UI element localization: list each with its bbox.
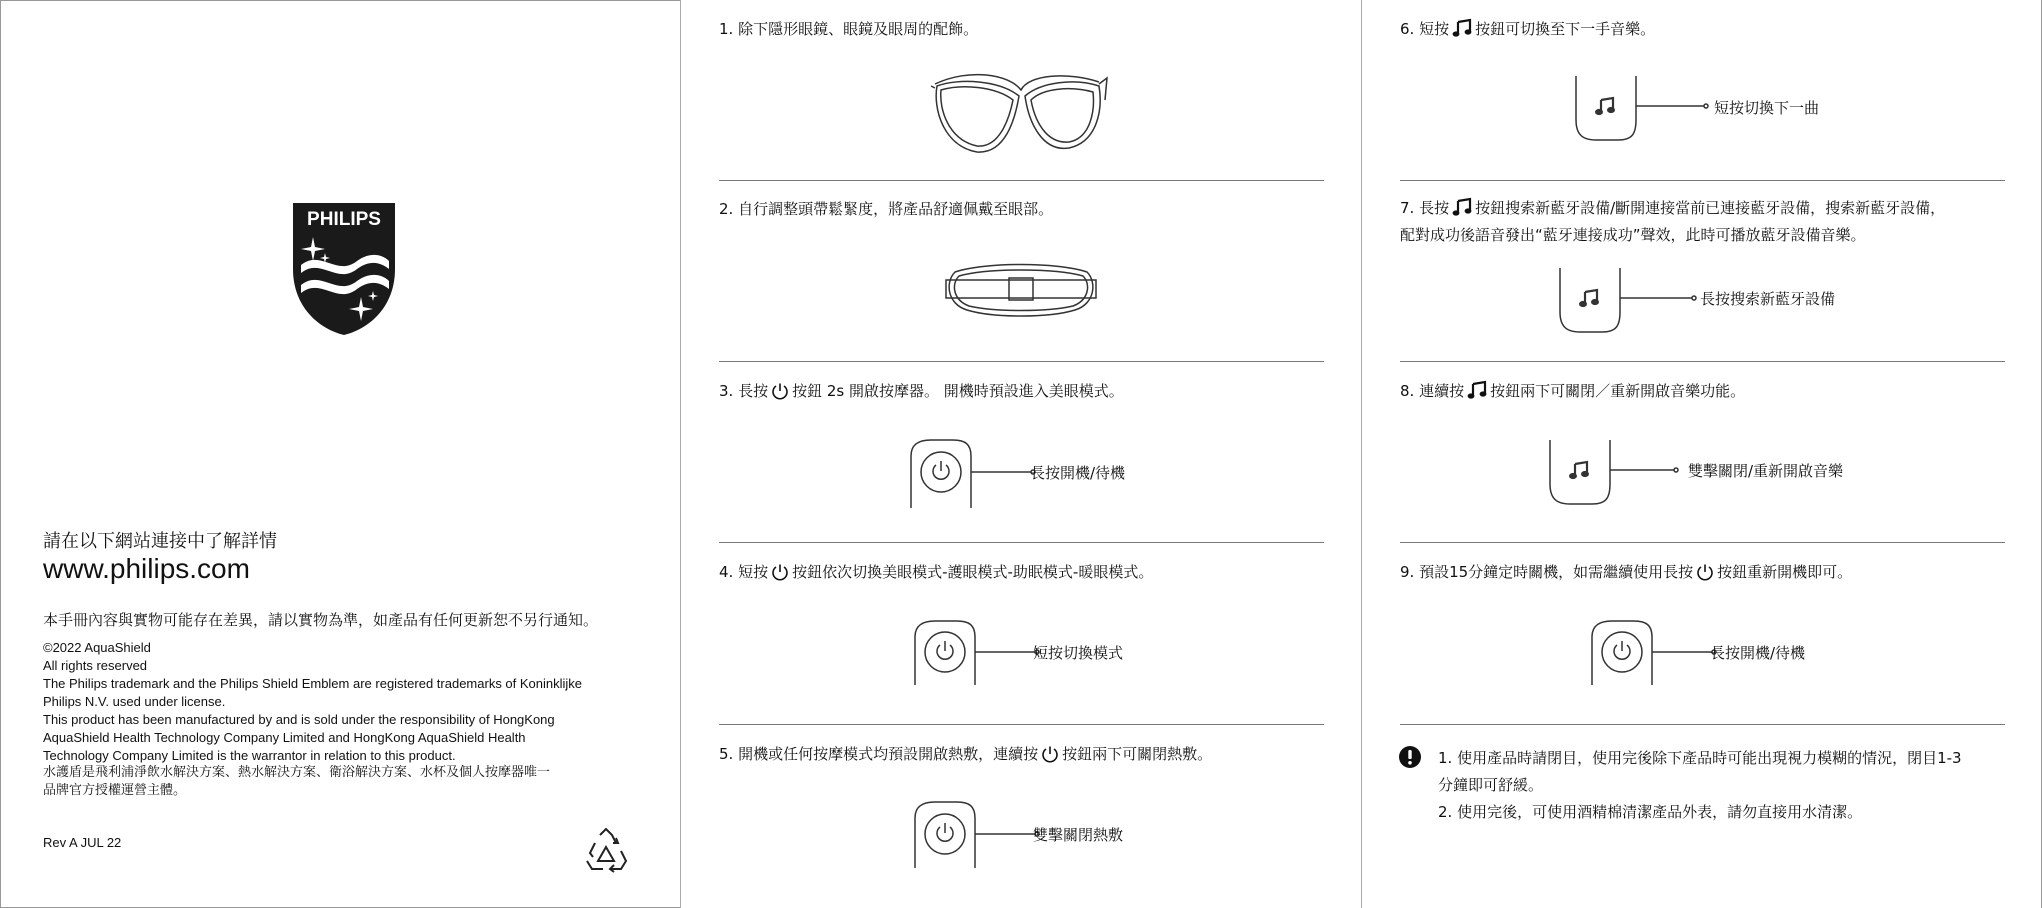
panel-steps-6-9 — [1361, 0, 2042, 908]
music-note-icon — [1452, 18, 1472, 38]
power-icon — [771, 563, 789, 581]
disclaimer-text: 本手冊內容與實物可能存在差異，請以實物為準，如產品有任何更新恕不另行通知。 — [43, 611, 599, 629]
panel-steps-1-5 — [680, 0, 1361, 908]
separator — [1400, 361, 2005, 362]
power-button-diagram — [909, 438, 1049, 508]
panel-back-cover — [0, 0, 680, 908]
glasses-illustration — [929, 60, 1111, 158]
music-note-icon — [1467, 380, 1487, 400]
music-note-icon — [1452, 197, 1472, 217]
manufacture-line-3: Technology Company Limited is the warrantor in relation to this product. — [43, 748, 456, 763]
power-icon — [771, 382, 789, 400]
power-button-diagram — [913, 800, 1053, 868]
separator — [1400, 542, 2005, 543]
philips-shield-logo — [289, 199, 399, 337]
power-icon — [1696, 563, 1714, 581]
trademark-line-2: Philips N.V. used under license. — [43, 694, 226, 709]
power-icon — [1041, 745, 1059, 763]
music-button-diagram — [1548, 440, 1688, 506]
music-button-diagram — [1574, 76, 1710, 142]
separator — [719, 180, 1324, 181]
power-button-diagram — [1590, 619, 1730, 685]
note-2: 2. 使用完後，可使用酒精棉清潔產品外表，請勿直接用水清潔。 — [1438, 803, 1863, 821]
step-7-label: 長按搜索新藍牙設備 — [1700, 290, 1836, 308]
recycle-icon — [583, 827, 629, 873]
step-5-label: 雙擊關閉熱敷 — [1033, 826, 1124, 844]
step-9-text: 9. 預設15分鐘定時關機，如需繼續使用長按 按鈕重新開機即可。 — [1400, 563, 1853, 581]
eye-massager-illustration — [945, 260, 1097, 318]
website-link[interactable]: www.philips.com — [43, 553, 250, 584]
step-1-text: 1. 除下隱形眼鏡、眼鏡及眼周的配飾。 — [719, 20, 979, 38]
step-2-text: 2. 自行調整頭帶鬆緊度，將產品舒適佩戴至眼部。 — [719, 200, 1054, 218]
step-4-text: 4. 短按 按鈕依次切換美眼模式-護眼模式-助眠模式-暖眼模式。 — [719, 563, 1154, 581]
svg-text:PHILIPS: PHILIPS — [307, 209, 381, 230]
step-3-label: 長按開機/待機 — [1030, 464, 1126, 482]
music-button-diagram — [1558, 268, 1698, 334]
trademark-line-1: The Philips trademark and the Philips Shield Emblem are registered trademarks of Koninklijke — [43, 676, 583, 691]
manufacture-line-1: This product has been manufactured by and is sold under the responsibility of HongKong — [43, 712, 555, 727]
step-7-text: 7. 長按 按鈕搜索新藍牙設備/斷開連接當前已連接藍牙設備，搜索新藍牙設備， 配對成功後語音發出“藍牙連接成功”聲效，此時可播放藍牙設備音樂。 — [1400, 199, 1946, 244]
step-8-label: 雙擊關閉/重新開啟音樂 — [1688, 462, 1844, 480]
copyright-text: ©2022 AquaShield — [43, 640, 151, 655]
step-4-label: 短按切換模式 — [1033, 644, 1124, 662]
separator — [719, 724, 1324, 725]
manufacture-line-2: AquaShield Health Technology Company Limited and HongKong AquaShield Health — [43, 730, 526, 745]
power-button-diagram — [913, 619, 1053, 685]
more-info-title: 請在以下網站連接中了解詳情 — [43, 531, 277, 552]
step-5-text: 5. 開機或任何按摩模式均預設開啟熱敷，連續按 按鈕兩下可關閉熱敷。 — [719, 745, 1213, 763]
step-3-text: 3. 長按 按鈕 2s 開啟按摩器。 開機時預設進入美眼模式。 — [719, 382, 1124, 400]
separator — [719, 542, 1324, 543]
rights-text: All rights reserved — [43, 658, 148, 673]
note-1: 1. 使用產品時請閉目，使用完後除下產品時可能出現視力模糊的情況，閉目1-3 分鐘即可舒緩。 — [1438, 749, 1962, 794]
separator — [719, 361, 1324, 362]
step-6-text: 6. 短按 按鈕可切換至下一手音樂。 — [1400, 20, 1656, 38]
warning-icon — [1398, 745, 1422, 769]
step-9-label: 長按開機/待機 — [1710, 644, 1806, 662]
brand-line-2: 品牌官方授權運營主體。 — [43, 783, 187, 798]
brand-line-1: 水護盾是飛利浦淨飲水解決方案、熱水解決方案、衛浴解決方案、水杯及個人按摩器唯一 — [43, 765, 551, 780]
separator — [1400, 180, 2005, 181]
step-6-label: 短按切換下一曲 — [1714, 99, 1820, 117]
step-8-text: 8. 連續按 按鈕兩下可關閉／重新開啟音樂功能。 — [1400, 382, 1746, 400]
revision-text: Rev A JUL 22 — [43, 835, 122, 850]
separator — [1400, 724, 2005, 725]
